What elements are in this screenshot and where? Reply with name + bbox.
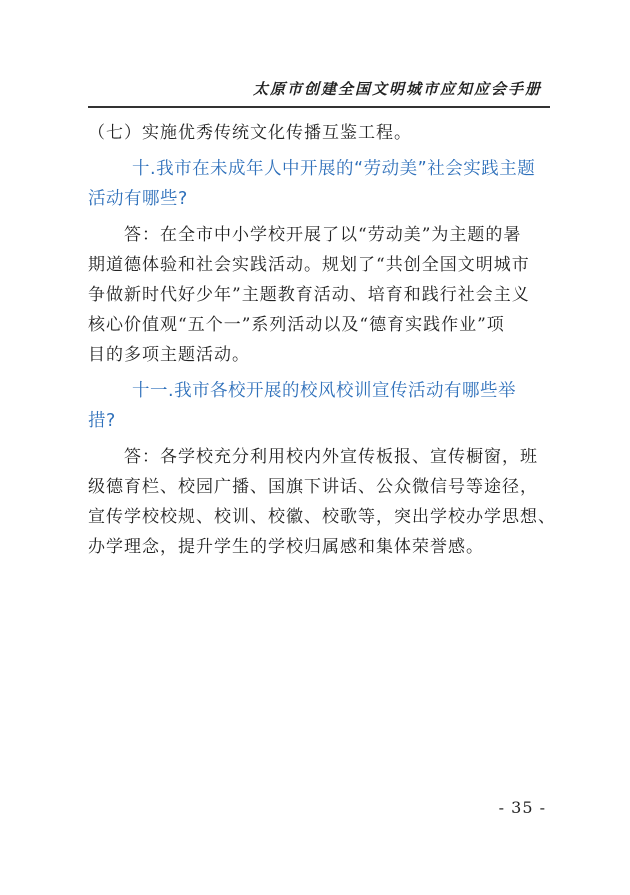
intro-line: （七）实施优秀传统文化传播互鉴工程。 [88,123,412,143]
question-10-heading-line-1: 十.我市在未成年人中开展的“劳动美”社会实践主题 [132,159,536,179]
answer-11-line-2: 级德育栏、校园广播、国旗下讲话、公众微信号等途径， [88,477,538,497]
question-10-heading-line-2: 活动有哪些? [88,189,188,209]
question-11-heading-line-1: 十一.我市各校开展的校风校训宣传活动有哪些举 [132,381,517,401]
answer-11-line-1: 答：各学校充分利用校内外宣传板报、宣传橱窗，班 [124,447,538,467]
question-11-heading-line-2: 措? [88,411,116,431]
running-header-title: 太原市创建全国文明城市应知应会手册 [252,80,542,98]
page-content [88,118,556,562]
answer-10-line-3: 争做新时代好少年”主题教育活动、培育和践行社会主义 [88,285,530,305]
header-rule [88,106,550,108]
answer-10-line-2: 期道德体验和社会实践活动。规划了“共创全国文明城市 [88,255,530,275]
answer-11-line-3: 宣传学校校规、校训、校徽、校歌等，突出学校办学思想、 [88,507,556,527]
page-number: - 35 - [498,798,546,817]
answer-11-line-4: 办学理念，提升学生的学校归属感和集体荣誉感。 [88,537,484,557]
answer-10-line-1: 答：在全市中小学校开展了以“劳动美”为主题的暑 [124,225,522,245]
answer-10-line-5: 目的多项主题活动。 [88,345,250,365]
answer-10-line-4: 核心价值观“五个一”系列活动以及“德育实践作业”项 [88,315,505,335]
